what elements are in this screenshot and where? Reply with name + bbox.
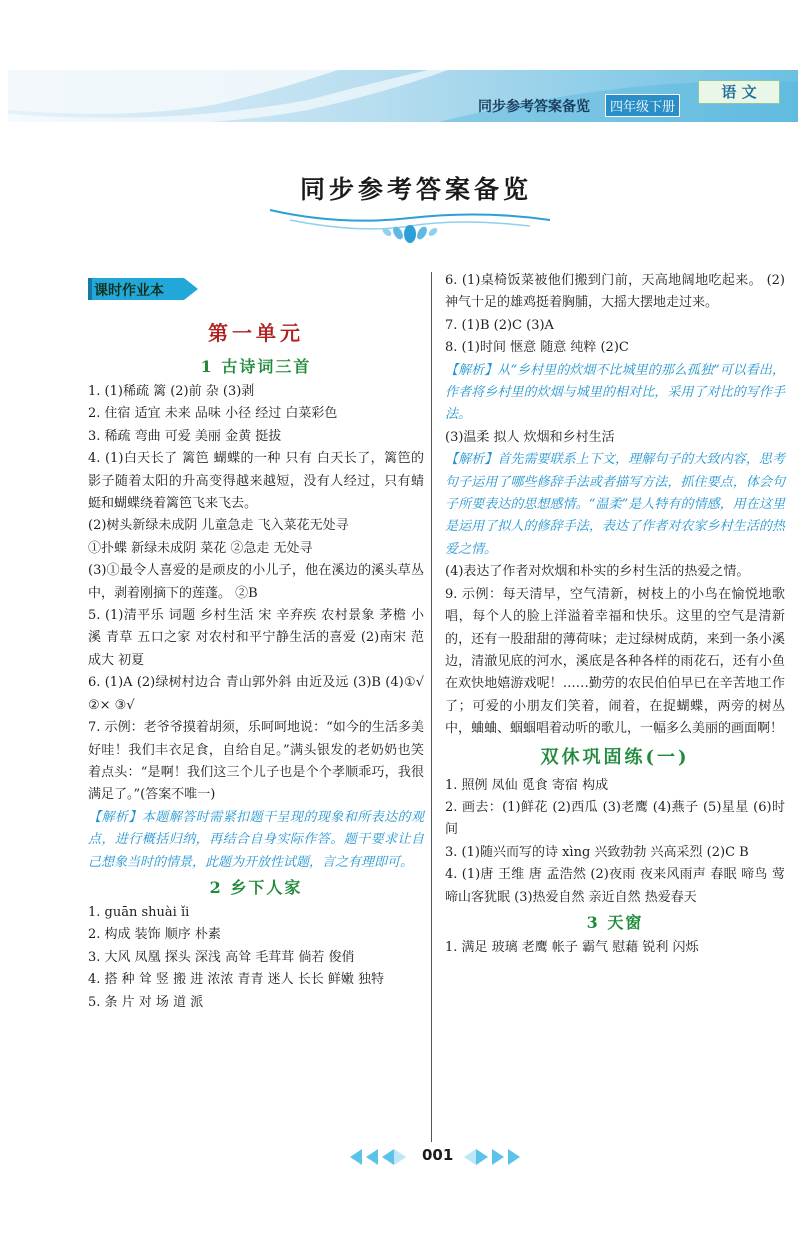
- answer-line: 3. (1)随兴而写的诗 xìng 兴致勃勃 兴高采烈 (2)C B: [445, 844, 749, 860]
- answer-line: 2. 住宿 适宜 未来 品味 小径 经过 白菜彩色: [88, 406, 338, 422]
- answer-line: (3)温柔 拟人 炊烟和乡村生活: [445, 429, 615, 445]
- answer-line: (2)树头新绿未成阴 儿童急走 飞入菜花无处寻: [88, 518, 349, 534]
- answer-line: 8. (1)时间 惬意 随意 纯粹 (2)C: [445, 340, 629, 356]
- answer-line: 4. (1)白天长了 篱笆 蝴蝶的一种 只有 白天长了，篱笆的影子随着太阳的升高变得越来越短，没有人经过，只有蜻蜓和蝴蝶绕着篱笆飞来飞去。: [88, 451, 424, 512]
- banner-title: 同步参考答案备览: [478, 99, 590, 115]
- section-tag-label: 课时作业本: [94, 283, 164, 299]
- column-divider: [431, 272, 432, 1142]
- page-number: 001: [422, 1146, 454, 1164]
- answer-line: 3. 大风 凤凰 探头 深浅 高耸 毛茸茸 倘若 俊俏: [88, 949, 355, 965]
- answer-line: 4. 搭 种 耸 竖 搬 进 浓浓 青青 迷人 长长 鲜嫩 独特: [88, 972, 384, 988]
- left-column: [88, 315, 424, 1014]
- section-tag: [88, 278, 198, 300]
- answer-line: (3)①最令人喜爱的是顽皮的小儿子，他在溪边的溪头草丛中，剥着刚摘下的莲蓬。 ②B: [88, 563, 424, 601]
- drill-heading: 双休巩固练(一): [540, 746, 690, 768]
- answer-line: 6. (1)A (2)绿树村边合 青山郭外斜 由近及远 (3)B (4)①√ ②× ③√: [88, 675, 424, 713]
- answer-line: 1. 满足 玻璃 老鹰 帐子 霸气 慰藉 锐利 闪烁: [445, 939, 699, 955]
- answer-line: 5. 条 片 对 场 道 派: [88, 994, 204, 1010]
- answer-line: 1. (1)稀疏 篱 (2)前 杂 (3)剥: [88, 384, 255, 399]
- page-title-block: [260, 170, 560, 245]
- answer-line: 6. (1)桌椅饭菜被他们搬到门前，天高地阔地吃起来。 (2)神气十足的雄鸡挺着胸脯，大摇大摆地走过来。: [445, 273, 785, 311]
- answer-line: (4)表达了作者对炊烟和朴实的乡村生活的热爱之情。: [445, 564, 750, 580]
- answer-line: 4. (1)唐 王维 唐 孟浩然 (2)夜雨 夜来风雨声 春眠 啼鸟 莺啼山客犹眠 (3)热爱自然 亲近自然 热爱春天: [445, 867, 785, 905]
- grade-badge: 四年级下册: [605, 94, 680, 117]
- answer-line: 2. 构成 装饰 顺序 朴素: [88, 927, 221, 943]
- answer-line: 5. (1)清平乐 词题 乡村生活 宋 辛弃疾 农村景象 茅檐 小溪 青草 五口之家 对农村和平宁静生活的喜爱 (2)南宋 范成大 初夏: [88, 608, 424, 668]
- answer-line: ①扑蝶 新绿未成阴 菜花 ②急走 无处寻: [88, 540, 313, 556]
- answer-line: 7. (1)B (2)C (3)A: [445, 317, 554, 333]
- subject-badge: 语 文: [698, 80, 780, 104]
- answer-line: 1. 照例 凤仙 觅食 寄宿 构成: [445, 777, 609, 793]
- answer-line: 1. guān shuài ǐi: [88, 904, 190, 920]
- title-ornament-icon: [260, 200, 560, 245]
- answer-line: 9. 示例：每天清早，空气清新，树枝上的小鸟在愉悦地歌唱，每个人的脸上洋溢着幸福和快乐。这里的空气是清新的，还有一股甜甜的薄荷味；走过绿树成荫，来到一条小溪边，清澈见底的河水，溪底是各种各样的雨花石，还有小鱼在欢快地嬉游戏呢！……勤劳的农民伯伯早已在辛苦地工作了；可爱的小朋友们笑着，闹着，在捉蝴蝶，两旁的树丛中，蛐蛐、蝈蝈唱着动听的歌儿，一幅多么美丽的画面啊！: [445, 586, 785, 737]
- page-footer: [340, 1144, 530, 1170]
- answer-line: 3. 稀疏 弯曲 可爱 美丽 金黄 挺拔: [88, 428, 282, 444]
- answer-line: 2. 画去：(1)鲜花 (2)西瓜 (3)老鹰 (4)燕子 (5)星星 (6)时间: [445, 799, 785, 838]
- unit-heading: 第一单元: [208, 321, 304, 345]
- lesson-heading: 2 乡下人家: [209, 877, 303, 897]
- right-column: [445, 270, 785, 959]
- lesson-heading: 3 天窗: [586, 912, 644, 932]
- page-title: 同步参考答案备览: [300, 175, 533, 204]
- explanation-text: 【解析】从“乡村里的炊烟不比城里的那么孤独”可以看出，作者将乡村里的炊烟与城里的相对比，采用了对比的写作手法。: [445, 362, 785, 423]
- lesson-heading: 1 古诗词三首: [200, 357, 312, 376]
- explanation-text: 【解析】本题解答时需紧扣题干呈现的现象和所表达的观点，进行概括归纳，再结合自身实际作答。题干要求让自己想象当时的情景，此题为开放性试题，言之有理即可。: [88, 809, 424, 870]
- header-banner: [8, 70, 798, 122]
- answer-line: 7. 示例：老爷爷摸着胡须，乐呵呵地说：“如今的生活多美好哇！我们丰衣足食，自给自足。”满头银发的老奶奶也笑着点头：“是啊！我们这三个儿子也是个个孝顺乖巧，我很满足了。”(答案不唯一): [88, 720, 424, 803]
- explanation-text: 【解析】首先需要联系上下文，理解句子的大致内容，思考句子运用了哪些修辞手法或者描写方法，抓住要点，体会句子所要表达的思想感情。“温柔”是人特有的情感，用在这里是运用了拟人的修辞手法，表达了作者对农家乡村生活的热爱之情。: [445, 452, 785, 557]
